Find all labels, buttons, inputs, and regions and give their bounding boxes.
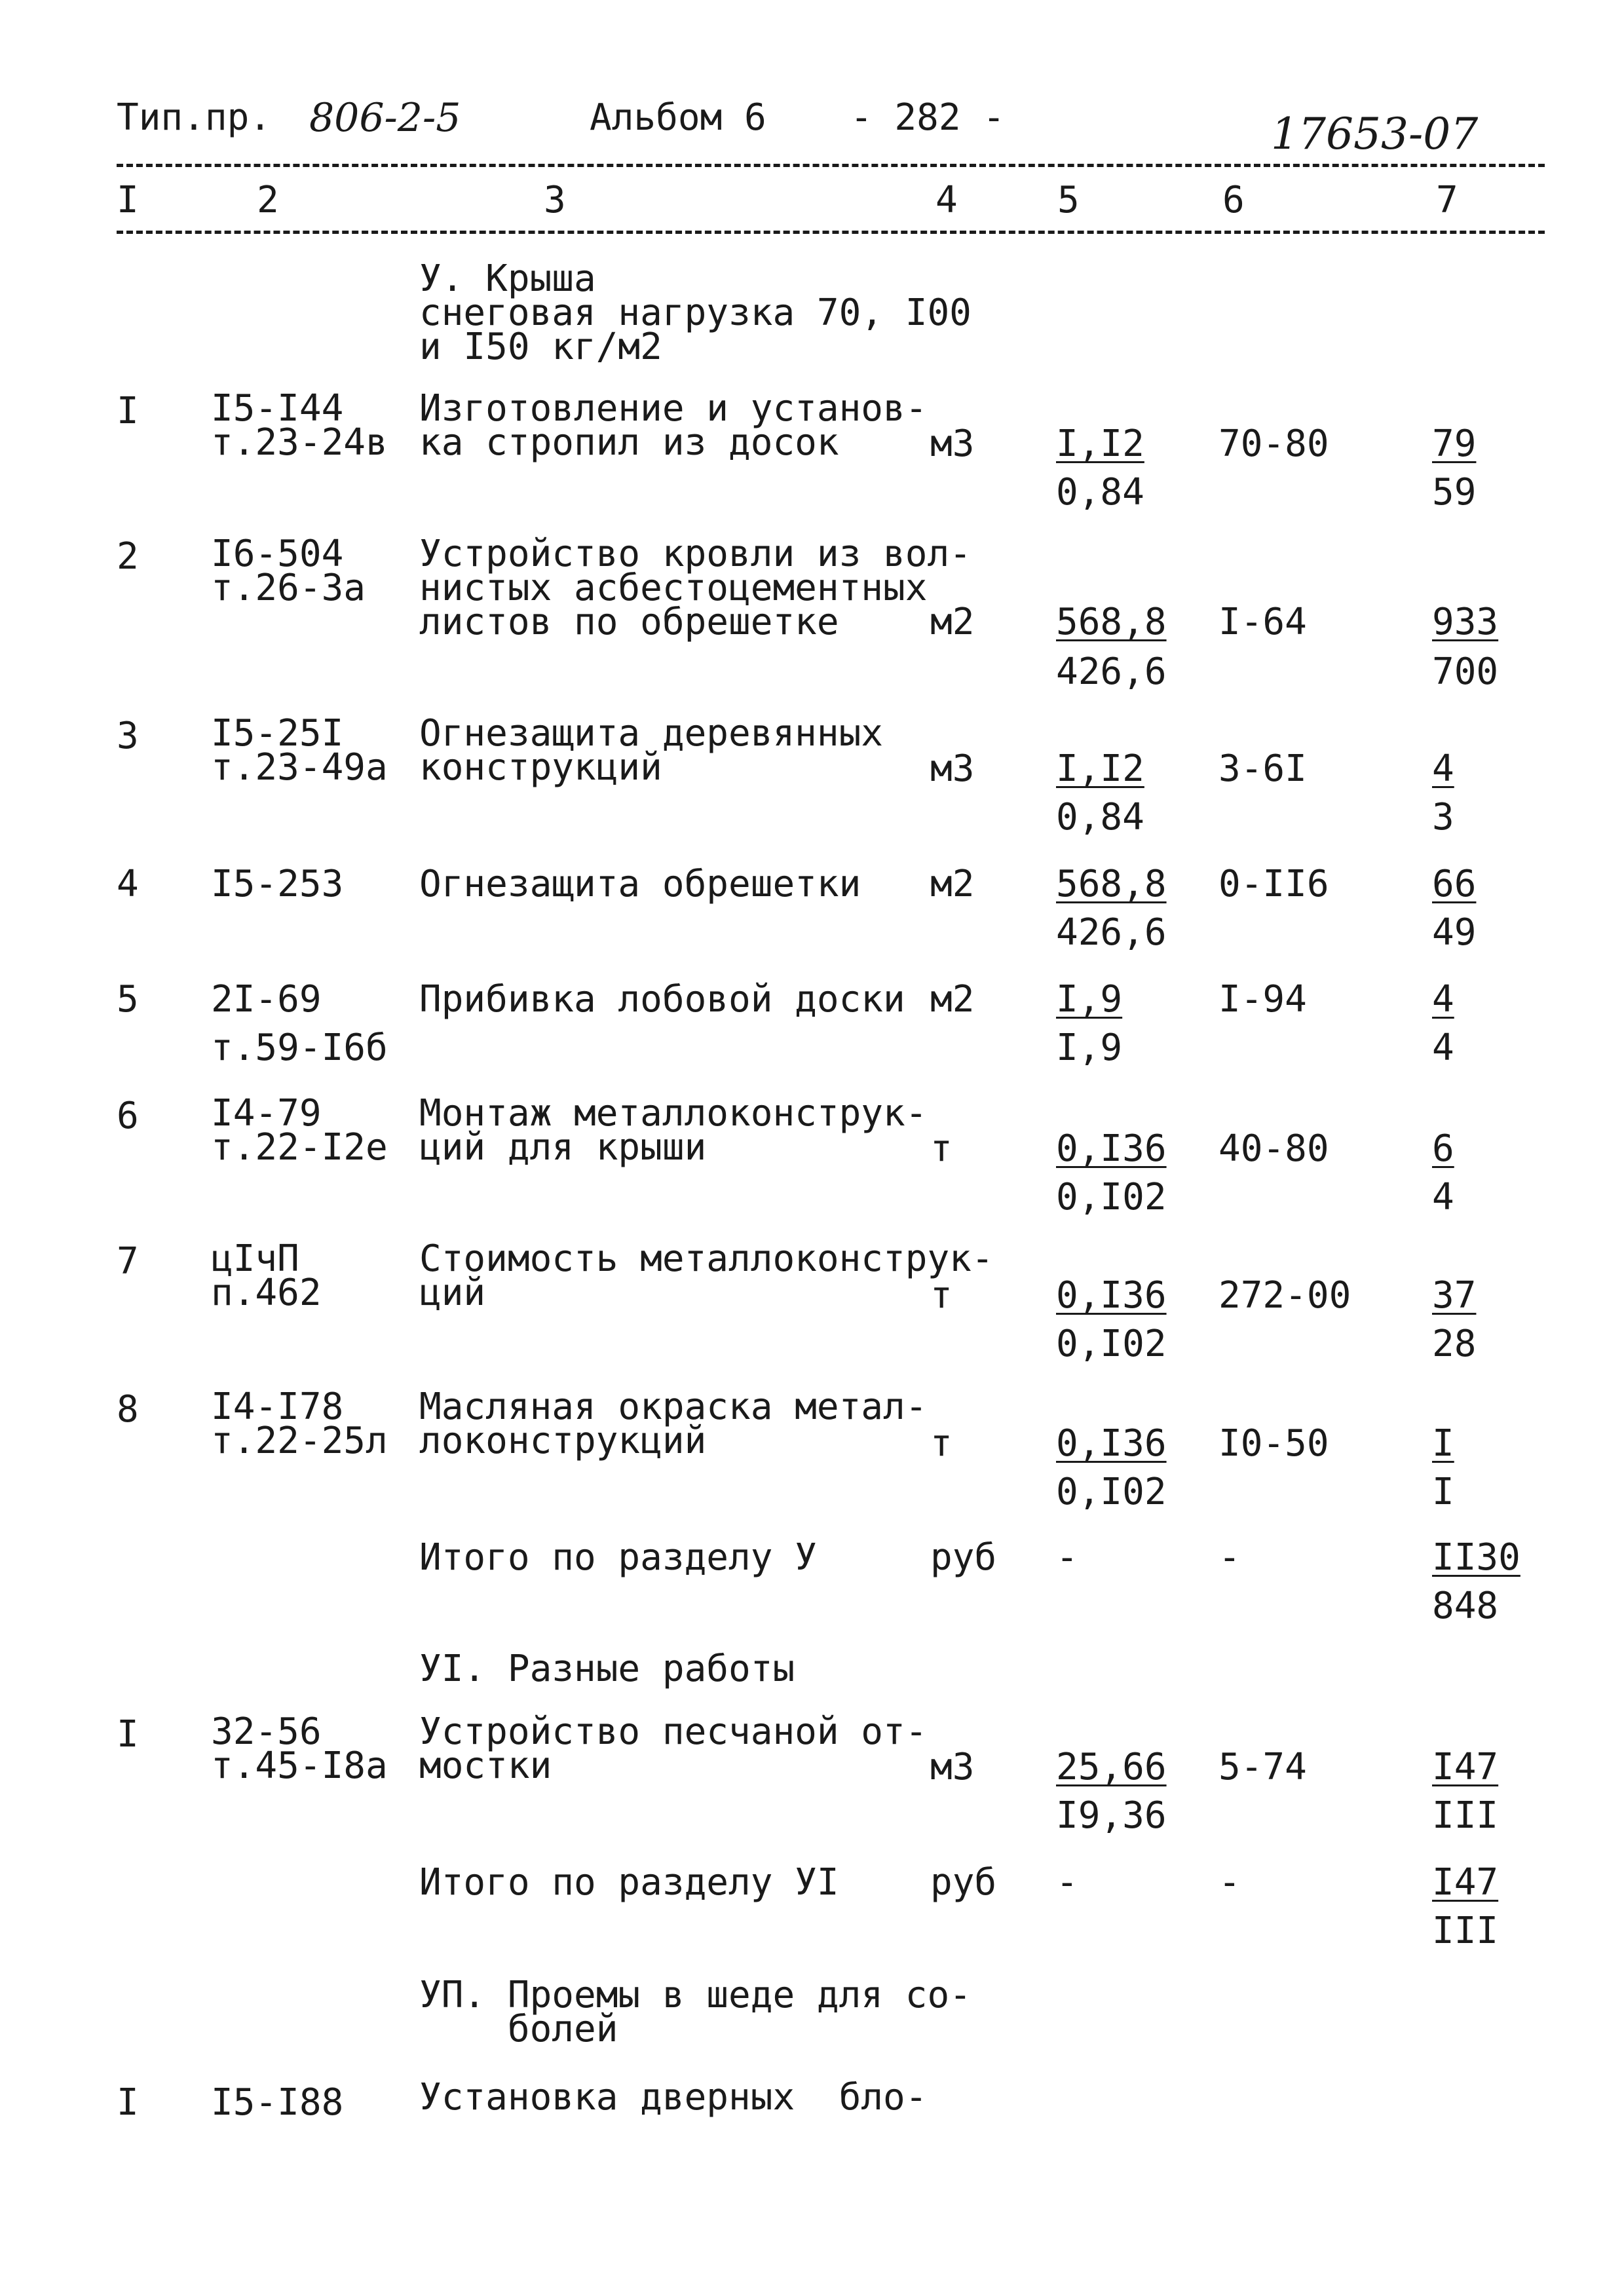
total-qty: - bbox=[1056, 1536, 1078, 1579]
row-sum-top: 66 bbox=[1432, 863, 1477, 905]
total-sum-bottom: III bbox=[1432, 1910, 1499, 1952]
total-label: Итого по разделу УI bbox=[419, 1861, 839, 1904]
row-qty-top: I,9 bbox=[1056, 978, 1123, 1021]
total-qty: - bbox=[1056, 1861, 1078, 1904]
row-sum-top: 4 bbox=[1432, 747, 1454, 790]
section-title: У. Крыша снеговая нагрузка 70, I00 и I50 кг/м2 bbox=[419, 257, 972, 368]
col-head-5: 5 bbox=[1057, 179, 1080, 221]
row-code-ref: т.59-I6б bbox=[211, 1027, 388, 1069]
row-sum-top: 37 bbox=[1432, 1274, 1477, 1317]
page-number: - 282 - bbox=[850, 96, 1006, 139]
row-qty-bottom: 0,I02 bbox=[1056, 1323, 1167, 1365]
row-qty-bottom: 0,I02 bbox=[1056, 1471, 1167, 1513]
col-head-2: 2 bbox=[257, 179, 279, 221]
row-code: I5-25I т.23-49а bbox=[211, 712, 388, 789]
total-sum-top: I47 bbox=[1432, 1861, 1499, 1904]
row-number: I bbox=[117, 1713, 139, 1756]
row-qty-bottom: 426,6 bbox=[1056, 651, 1167, 693]
row-description: Монтаж металлоконструк- ций для крыши bbox=[419, 1092, 928, 1169]
row-code: I5-I88 bbox=[211, 2081, 344, 2124]
row-unit: м3 bbox=[930, 423, 975, 465]
row-unit: т bbox=[930, 1274, 953, 1317]
col-head-6: 6 bbox=[1222, 179, 1245, 221]
row-description: Установка дверных бло- bbox=[419, 2076, 928, 2119]
total-price: - bbox=[1218, 1536, 1241, 1579]
row-price: 70-80 bbox=[1218, 423, 1329, 465]
row-qty-top: I,I2 bbox=[1056, 423, 1144, 465]
row-code: цIчП п.462 bbox=[211, 1237, 322, 1314]
album-label: Альбом 6 bbox=[590, 96, 766, 139]
tip-label: Тип.пр. bbox=[117, 96, 272, 139]
row-price: I0-50 bbox=[1218, 1422, 1329, 1465]
row-description: Устройство кровли из вол- нистых асбестоцементных листов по обрешетке bbox=[419, 533, 972, 643]
row-sum-bottom: 4 bbox=[1432, 1027, 1454, 1069]
row-qty-bottom: 0,I02 bbox=[1056, 1176, 1167, 1218]
row-qty-top: 0,I36 bbox=[1056, 1127, 1167, 1170]
row-sum-bottom: 4 bbox=[1432, 1176, 1454, 1218]
total-unit: руб bbox=[930, 1861, 997, 1904]
row-sum-bottom: 28 bbox=[1432, 1323, 1477, 1365]
total-sum-bottom: 848 bbox=[1432, 1585, 1499, 1627]
row-price: 272-00 bbox=[1218, 1274, 1351, 1317]
row-qty-bottom: I,9 bbox=[1056, 1027, 1123, 1069]
row-number: I bbox=[117, 2081, 139, 2124]
row-qty-top: I,I2 bbox=[1056, 747, 1144, 790]
row-qty-bottom: 0,84 bbox=[1056, 471, 1144, 514]
row-code: I4-79 т.22-I2е bbox=[211, 1092, 388, 1169]
total-sum-top: II30 bbox=[1432, 1536, 1520, 1579]
row-price: I-64 bbox=[1218, 601, 1307, 643]
row-sum-top: 4 bbox=[1432, 978, 1454, 1021]
row-price: I-94 bbox=[1218, 978, 1307, 1021]
row-description: Огнезащита деревянных конструкций bbox=[419, 712, 884, 789]
row-sum-top: 6 bbox=[1432, 1127, 1454, 1170]
row-price: 40-80 bbox=[1218, 1127, 1329, 1170]
row-sum-bottom: III bbox=[1432, 1794, 1499, 1837]
row-qty-bottom: I9,36 bbox=[1056, 1794, 1167, 1837]
col-head-7: 7 bbox=[1436, 179, 1458, 221]
row-unit: т bbox=[930, 1422, 953, 1465]
section-title: УI. Разные работы bbox=[419, 1648, 795, 1690]
rule-top bbox=[117, 164, 1545, 167]
row-number: 8 bbox=[117, 1388, 139, 1431]
row-sum-top: 79 bbox=[1432, 423, 1477, 465]
row-code: I6-504 т.26-3а bbox=[211, 533, 366, 609]
row-qty-top: 568,8 bbox=[1056, 601, 1167, 643]
rule-head bbox=[117, 231, 1545, 234]
row-number: 4 bbox=[117, 863, 139, 905]
row-unit: м3 bbox=[930, 1746, 975, 1788]
row-price: 3-6I bbox=[1218, 747, 1307, 790]
row-sum-bottom: 3 bbox=[1432, 796, 1454, 839]
row-qty-bottom: 0,84 bbox=[1056, 796, 1144, 839]
row-number: 5 bbox=[117, 978, 139, 1021]
total-unit: руб bbox=[930, 1536, 997, 1579]
row-sum-top: I47 bbox=[1432, 1746, 1499, 1788]
row-qty-top: 25,66 bbox=[1056, 1746, 1167, 1788]
row-code: I4-I78 т.22-25л bbox=[211, 1386, 388, 1462]
row-code: 2I-69 bbox=[211, 978, 322, 1021]
row-unit: м3 bbox=[930, 747, 975, 790]
col-head-1: I bbox=[117, 179, 139, 221]
row-qty-top: 0,I36 bbox=[1056, 1274, 1167, 1317]
row-code: I5-I44 т.23-24в bbox=[211, 387, 388, 464]
row-code: 32-56 т.45-I8а bbox=[211, 1710, 388, 1787]
row-number: 2 bbox=[117, 535, 139, 578]
row-qty-top: 0,I36 bbox=[1056, 1422, 1167, 1465]
row-sum-bottom: 49 bbox=[1432, 911, 1477, 954]
row-number: 7 bbox=[117, 1240, 139, 1283]
row-sum-bottom: 700 bbox=[1432, 651, 1499, 693]
row-price: 5-74 bbox=[1218, 1746, 1307, 1788]
row-sum-top: 933 bbox=[1432, 601, 1499, 643]
row-description: Изготовление и установ- ка стропил из досок bbox=[419, 387, 928, 464]
row-number: I bbox=[117, 390, 139, 432]
row-unit: м2 bbox=[930, 863, 975, 905]
row-description: Стоимость металлоконструк- ций bbox=[419, 1237, 994, 1314]
row-sum-bottom: 59 bbox=[1432, 471, 1477, 514]
row-number: 6 bbox=[117, 1095, 139, 1137]
doc-code: 17653-07 bbox=[1271, 109, 1479, 159]
section-title: УП. Проемы в шеде для со- болей bbox=[419, 1974, 972, 2050]
row-description: Масляная окраска метал- локонструкций bbox=[419, 1386, 928, 1462]
row-description: Огнезащита обрешетки bbox=[419, 863, 861, 905]
row-price: 0-II6 bbox=[1218, 863, 1329, 905]
row-code: I5-253 bbox=[211, 863, 344, 905]
row-description: Прибивка лобовой доски bbox=[419, 978, 905, 1021]
total-price: - bbox=[1218, 1861, 1241, 1904]
col-head-3: 3 bbox=[544, 179, 566, 221]
tip-number: 806-2-5 bbox=[309, 95, 461, 141]
row-qty-top: 568,8 bbox=[1056, 863, 1167, 905]
row-number: 3 bbox=[117, 715, 139, 757]
row-unit: м2 bbox=[930, 978, 975, 1021]
total-label: Итого по разделу У bbox=[419, 1536, 817, 1579]
row-description: Устройство песчаной от- мостки bbox=[419, 1710, 928, 1787]
row-sum-bottom: I bbox=[1432, 1471, 1454, 1513]
row-qty-bottom: 426,6 bbox=[1056, 911, 1167, 954]
row-unit: м2 bbox=[930, 601, 975, 643]
col-head-4: 4 bbox=[935, 179, 958, 221]
row-unit: т bbox=[930, 1127, 953, 1170]
row-sum-top: I bbox=[1432, 1422, 1454, 1465]
